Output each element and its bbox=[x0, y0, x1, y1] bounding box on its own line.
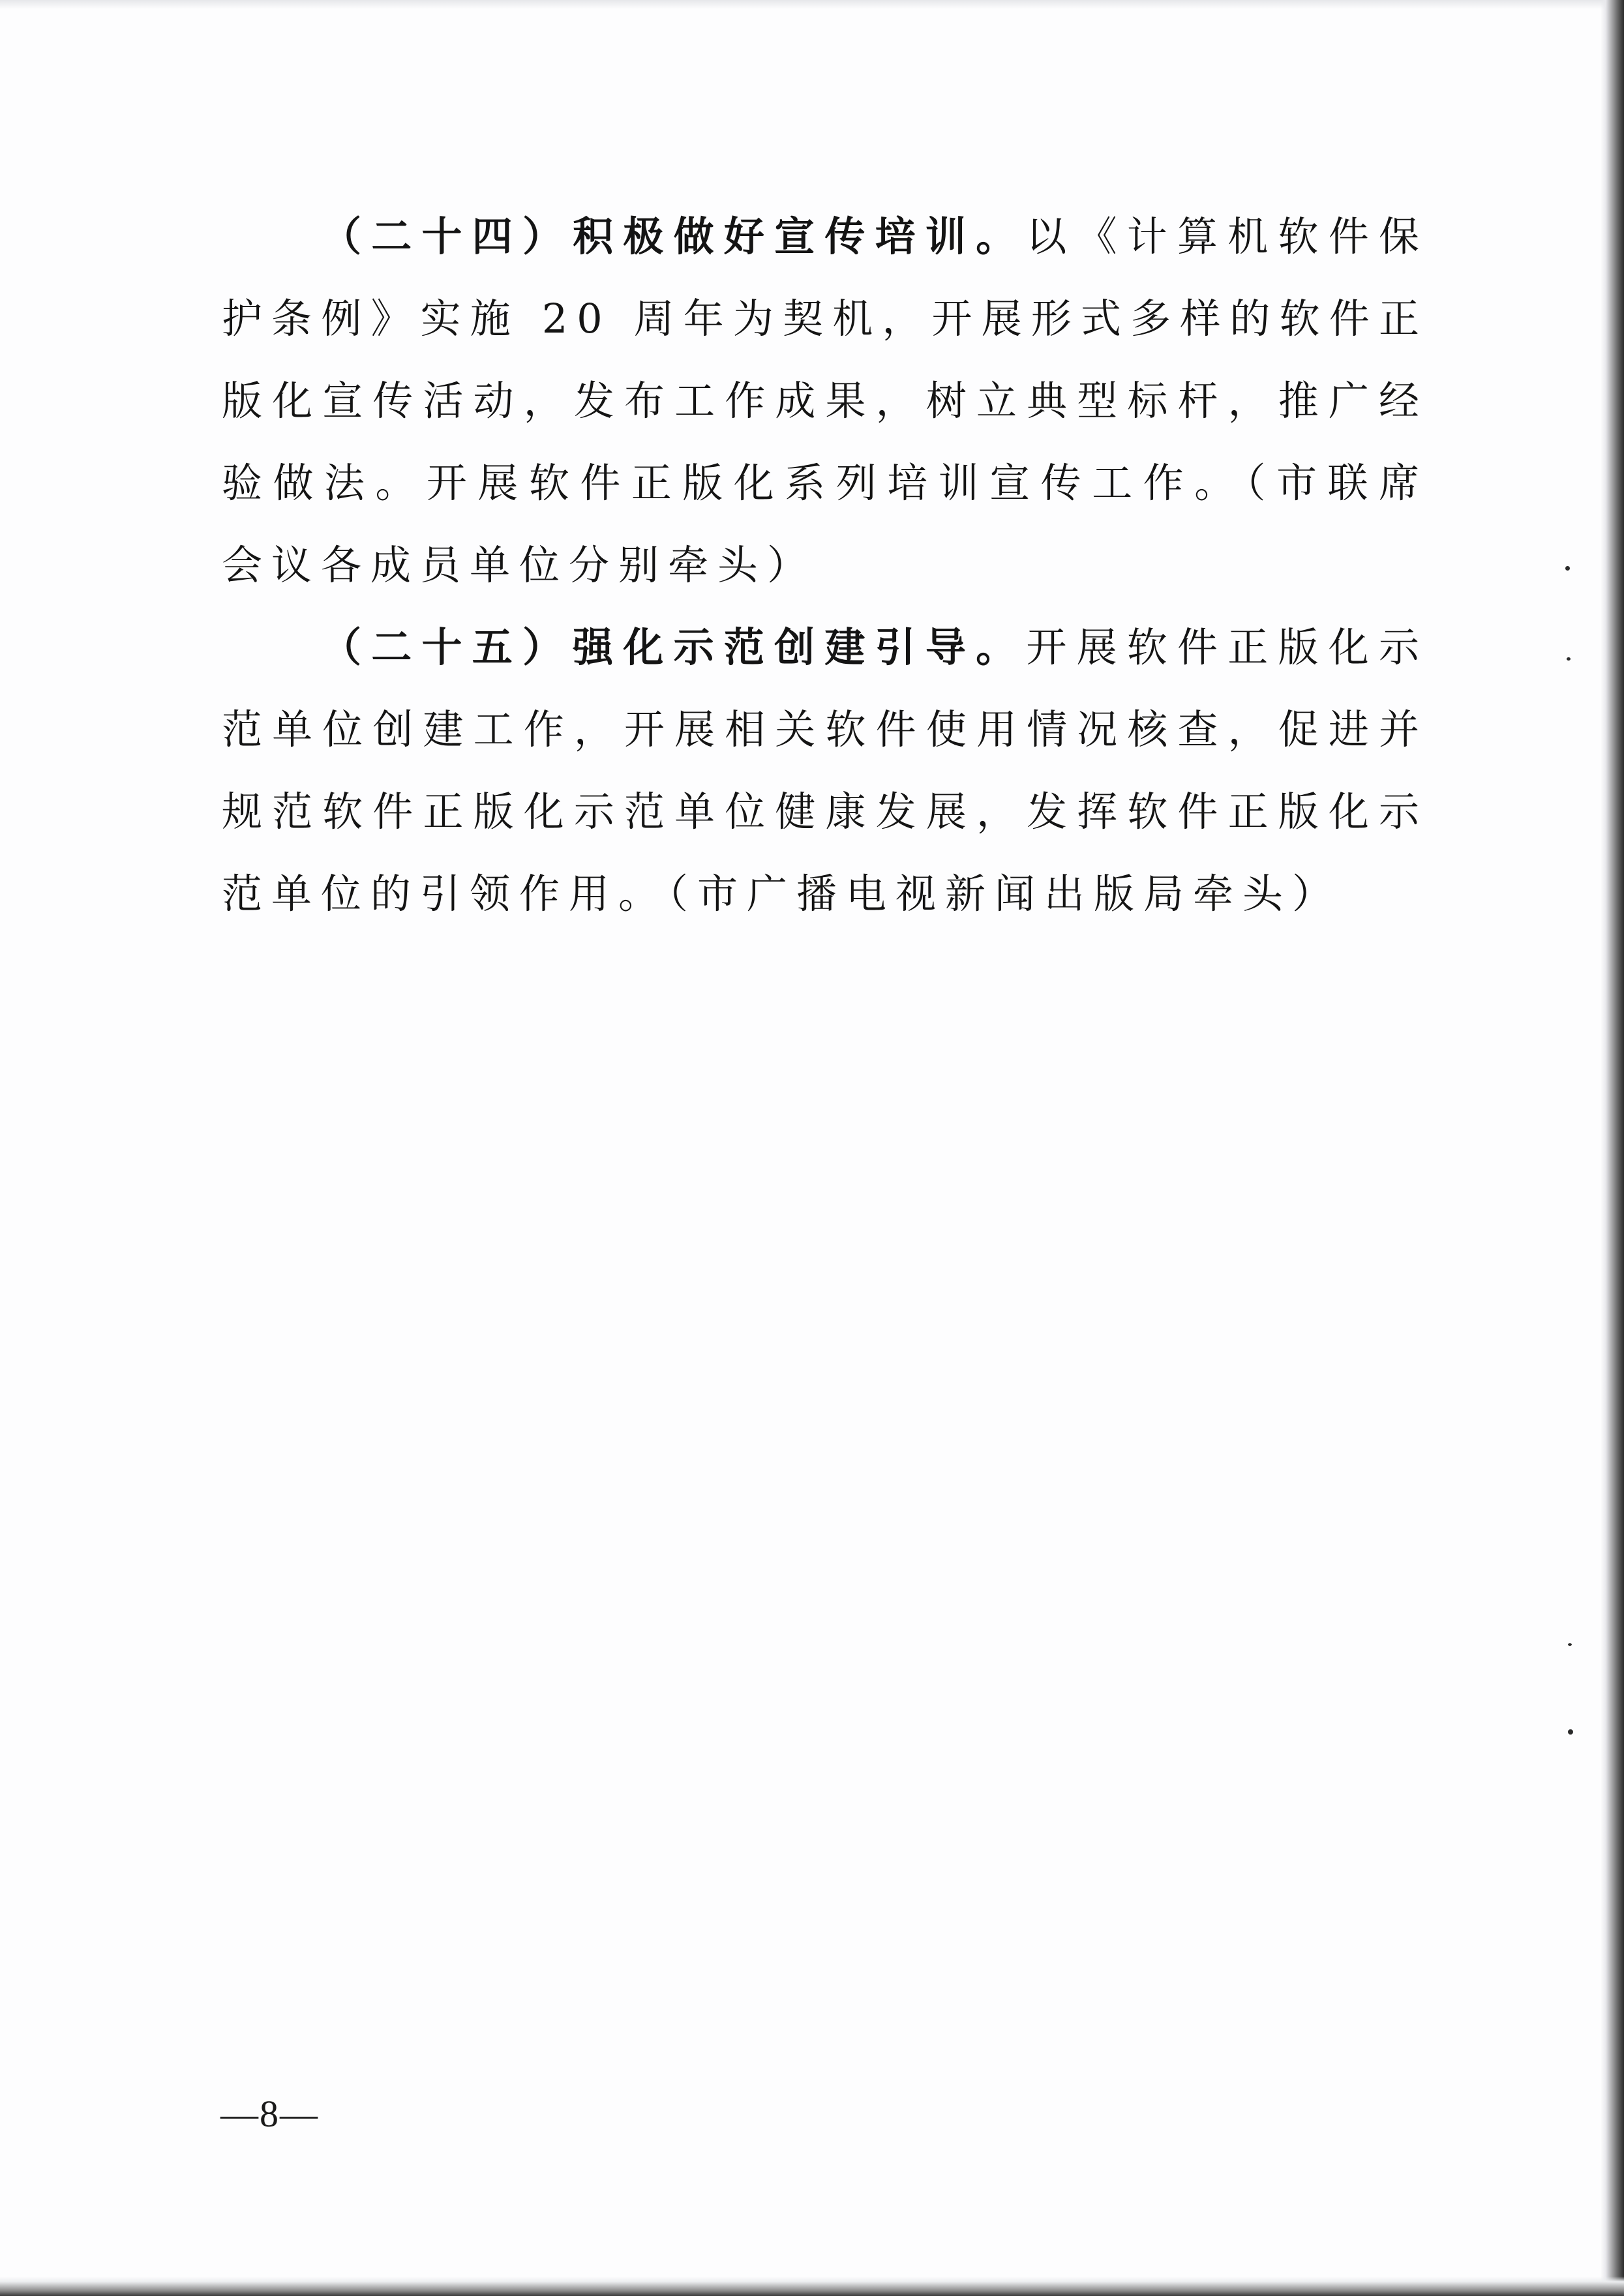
page-number: —8— bbox=[220, 2093, 319, 2135]
paragraph-25-heading: （二十五）强化示范创建引导。 bbox=[321, 623, 1027, 671]
document-body bbox=[222, 196, 1428, 935]
scan-speck bbox=[1567, 657, 1571, 661]
paragraph-24 bbox=[222, 196, 1428, 606]
paragraph-25-text: 开展软件正版化示范单位创建工作，开展相关软件使用情况核查，促进并规范软件正版化示范单位健康发展，发挥软件正版化示范单位的引领作用。（市广播电视新闻出版局牵头） bbox=[222, 623, 1428, 917]
paragraph-24-text: 以《计算机软件保护条例》实施 20 周年为契机，开展形式多样的软件正版化宣传活动，发布工作成果，树立典型标杆，推广经验做法。开展软件正版化系列培训宣传工作。（市联席会议各成员单位分别牵头） bbox=[222, 213, 1428, 589]
paragraph-24-heading: （二十四）积极做好宣传培训。 bbox=[321, 213, 1027, 260]
scan-speck bbox=[1565, 566, 1570, 571]
scan-edge-top bbox=[0, 0, 1624, 9]
scan-edge-bottom bbox=[0, 2276, 1624, 2296]
scan-edge-right bbox=[1601, 0, 1624, 2296]
scan-speck bbox=[1568, 1643, 1572, 1646]
scan-speck bbox=[1568, 1729, 1573, 1735]
paragraph-25 bbox=[222, 606, 1428, 935]
